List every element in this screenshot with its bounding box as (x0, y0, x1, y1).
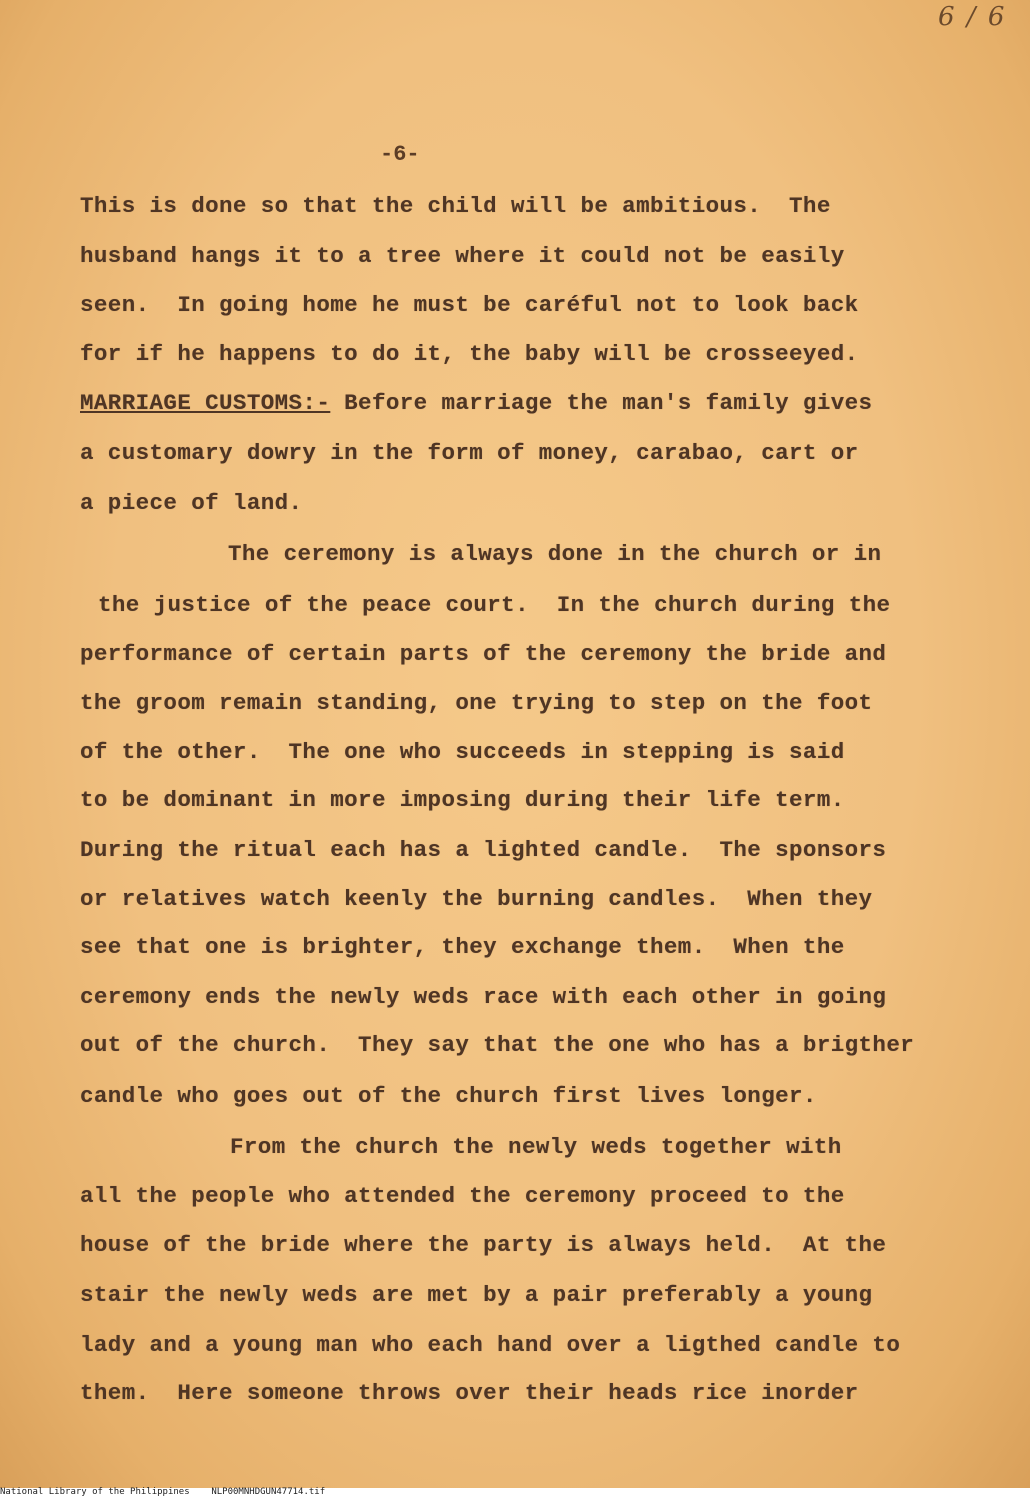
text-line-15: or relatives watch keenly the burning candles. When they (80, 886, 873, 912)
text-line-21: all the people who attended the ceremony proceed to the (80, 1183, 845, 1209)
text-line-13: to be dominant in more imposing during their life term. (80, 787, 845, 813)
text-line-24: lady and a young man who each hand over a ligthed candle to (80, 1332, 901, 1358)
text-line-22: house of the bride where the party is always held. At the (80, 1232, 887, 1258)
text-line-1: This is done so that the child will be ambitious. The (80, 193, 831, 219)
text-line-12: of the other. The one who succeeds in stepping is said (80, 739, 845, 765)
text-line-3: seen. In going home he must be caréful not to look back (80, 292, 859, 318)
text-line-14: During the ritual each has a lighted candle. The sponsors (80, 837, 887, 863)
text-line-19: candle who goes out of the church first lives longer. (80, 1083, 817, 1109)
text-line-4: for if he happens to do it, the baby will be crosseeyed. (80, 341, 859, 367)
text-line-11: the groom remain standing, one trying to step on the foot (80, 690, 873, 716)
footer-library: National Library of the Philippines (0, 1487, 190, 1497)
text-line-5-body: Before marriage the man's family gives (330, 390, 873, 416)
text-line-2: husband hangs it to a tree where it could not be easily (80, 243, 845, 269)
text-line-7: a piece of land. (80, 490, 303, 516)
text-line-6: a customary dowry in the form of money, carabao, cart or (80, 440, 859, 466)
text-line-20: From the church the newly weds together with (230, 1134, 842, 1160)
text-line-23: stair the newly weds are met by a pair preferably a young (80, 1282, 873, 1308)
footer-filename: NLP00MNHDGUN47714.tif (211, 1487, 326, 1497)
handwritten-page-mark: 6 / 6 (938, 2, 1007, 32)
text-line-17: ceremony ends the newly weds race with each other in going (80, 984, 887, 1010)
section-heading: MARRIAGE CUSTOMS:- (80, 390, 331, 416)
text-line-5 (80, 390, 872, 416)
text-line-18: out of the church. They say that the one who has a brigther (80, 1032, 915, 1058)
page-number: -6- (380, 142, 420, 167)
text-line-16: see that one is brighter, they exchange them. When the (80, 934, 845, 960)
scan-footer (0, 1487, 325, 1497)
text-line-25: them. Here someone throws over their heads rice inorder (80, 1380, 859, 1406)
text-line-10: performance of certain parts of the ceremony the bride and (80, 641, 887, 667)
text-line-9: the justice of the peace court. In the church during the (98, 592, 891, 618)
text-line-8: The ceremony is always done in the church or in (228, 541, 882, 567)
